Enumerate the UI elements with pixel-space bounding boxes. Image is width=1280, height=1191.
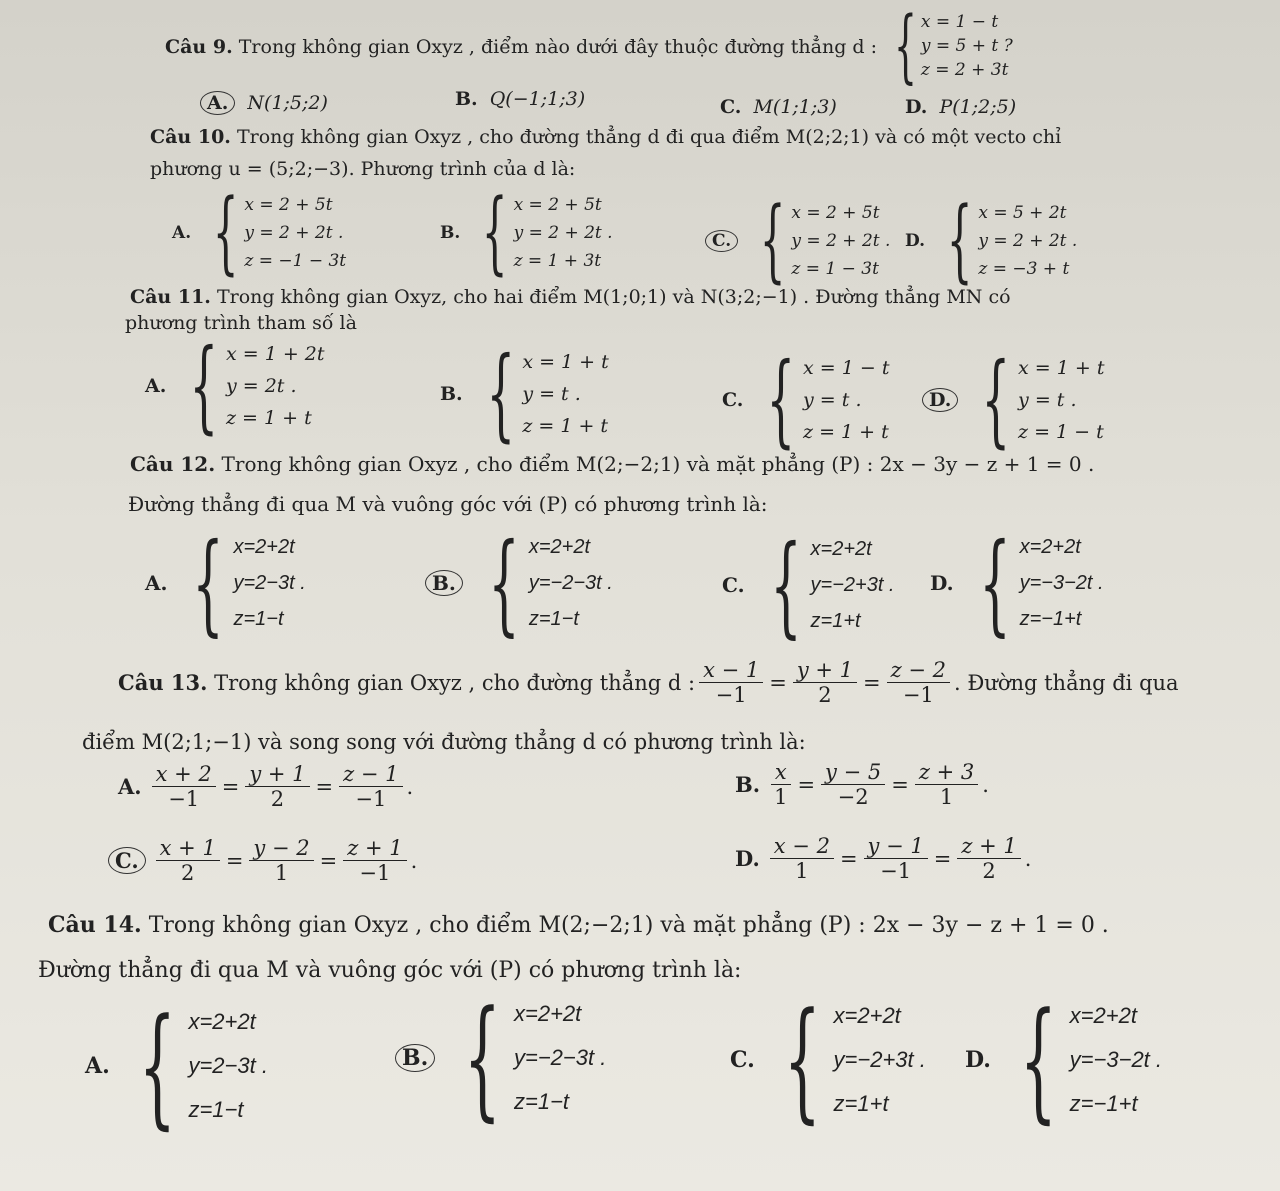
option-letter: B. — [455, 88, 478, 110]
system-row: x = 2 + 5t — [791, 203, 880, 223]
system-row: z=1−t — [528, 608, 579, 630]
q10-option-b[interactable]: B. { x = 2 + 5t y = 2 + 2t . z = 1 + 3t — [440, 180, 613, 285]
option-letter: C. — [730, 1047, 755, 1073]
option-letter: B. — [440, 223, 461, 243]
option-letter: D. — [905, 96, 928, 118]
question-10-stem — [150, 126, 1061, 148]
option-letter: C. — [722, 389, 744, 411]
q14-option-a[interactable]: A. { x=2+2t y=2−3t . z=1−t — [85, 990, 268, 1142]
numerator: y − 1 — [864, 834, 928, 859]
q9-option-b[interactable] — [455, 88, 585, 110]
question-13-stem: Câu 13. Trong không gian Oxyz , cho đường thẳng d : $\frac{x - 1}{-1}$ = $\frac{y + 1}{2}$ = $\frac{z - 2}{-1}$ . Đường thẳng đi qua — [118, 658, 1179, 707]
question-10-line1: Trong không gian Oxyz , cho đường thẳng d đi qua điểm M(2;2;1) và có một vecto chỉ — [236, 126, 1062, 148]
q10-option-d[interactable]: D. { x = 5 + 2t y = 2 + 2t . z = −3 + t — [905, 188, 1078, 293]
numerator: z − 2 — [887, 658, 950, 683]
question-14-line2: Đường thẳng đi qua M và vuông góc với (P) có phương trình là: — [38, 958, 742, 983]
option-letter: D. — [735, 846, 760, 871]
question-11-label: Câu 11. — [130, 286, 211, 308]
question-13-label: Câu 13. — [118, 670, 208, 695]
question-11-line2: phương trình tham số là — [125, 312, 357, 334]
system-row: y = 2t . — [225, 375, 297, 397]
q10-option-a[interactable]: A. { x = 2 + 5t y = 2 + 2t . z = −1 − 3t — [172, 180, 347, 285]
option-letter: B. — [395, 1044, 435, 1072]
numerator: z + 1 — [957, 834, 1020, 859]
system-row: y=−3−2t . — [1069, 1047, 1163, 1072]
option-letter: D. — [965, 1047, 991, 1073]
option-letter: B. — [425, 570, 463, 596]
denominator: −1 — [880, 859, 912, 883]
system-row: z = 1 + t — [522, 415, 609, 437]
system-row: z=1+t — [810, 610, 861, 632]
numerator: x + 1 — [156, 836, 220, 861]
numerator: y − 5 — [821, 760, 885, 785]
denominator: −1 — [359, 861, 391, 885]
system-row: y = 2 + 2t . — [244, 223, 344, 243]
option-letter: A. — [145, 375, 167, 397]
option-letter: B. — [735, 772, 761, 797]
option-letter: B. — [440, 383, 463, 405]
system-row: y=−3−2t . — [1019, 572, 1104, 594]
numerator: x − 2 — [770, 834, 834, 859]
system-row: y = t . — [1018, 389, 1077, 411]
denominator: 2 — [982, 859, 996, 883]
system-row: z = 1 − t — [1018, 421, 1104, 443]
system-row: x = 1 − t — [920, 12, 999, 32]
option-letter: A. — [145, 571, 168, 595]
q14-option-b[interactable]: B. { x=2+2t y=−2−3t . z=1−t — [395, 992, 606, 1124]
question-13-text: Trong không gian Oxyz , cho đường thẳng d : — [214, 670, 696, 695]
q12-option-b[interactable]: B. { x=2+2t y=−2−3t . z=1−t — [425, 528, 613, 638]
question-9-label: Câu 9. — [165, 36, 233, 58]
system-row: x = 1 + 2t — [225, 343, 325, 365]
q11-option-a[interactable]: A. { x = 1 + 2t y = 2t . z = 1 + t — [145, 327, 325, 444]
q11-option-c[interactable]: C. { x = 1 − t y = t . z = 1 + t — [722, 341, 890, 458]
q12-option-a[interactable]: A. { x=2+2t y=2−3t . z=1−t — [145, 519, 306, 647]
system-row: x=2+2t — [188, 1009, 256, 1034]
system-row: z=1+t — [833, 1091, 889, 1116]
numerator: x — [771, 760, 791, 785]
system-row: z = 1 − 3t — [791, 259, 879, 279]
system-row: y = 2 + 2t . — [791, 231, 891, 251]
system-row: y=−2+3t . — [833, 1047, 926, 1072]
denominator: −1 — [715, 683, 747, 707]
numerator: x − 1 — [699, 658, 763, 683]
question-14-stem — [48, 912, 1109, 938]
question-11-line1: Trong không gian Oxyz, cho hai điểm M(1;0;1) và N(3;2;−1) . Đường thẳng MN có — [216, 286, 1011, 308]
question-13-line2: điểm M(2;1;−1) và song song với đường thẳng d có phương trình là: — [82, 730, 806, 754]
q13-option-b[interactable]: B. $\frac{x}{1}$ = $\frac{y - 5}{-2}$ = $\frac{z + 3}{1}$ . — [735, 760, 989, 809]
q11-option-d[interactable]: D. { x = 1 + t y = t . z = 1 − t — [922, 350, 1104, 450]
system-row: x = 2 + 5t — [244, 195, 333, 215]
system-row: z=1−t — [233, 608, 284, 630]
question-9-system: { x = 1 − t y = 5 + t ? z = 2 + 3t — [893, 0, 1013, 92]
fraction — [887, 658, 950, 707]
denominator: 1 — [274, 861, 289, 885]
numerator: y + 1 — [245, 762, 309, 787]
system-row: x=2+2t — [1069, 1003, 1137, 1028]
system-row: x=2+2t — [1019, 536, 1081, 558]
system-row: z = −1 − 3t — [244, 251, 347, 271]
system-row: x = 1 + t — [522, 351, 609, 373]
q12-option-d[interactable]: D. { x=2+2t y=−3−2t . z=−1+t — [930, 519, 1104, 647]
q9-option-d[interactable] — [905, 96, 1016, 118]
fraction — [793, 658, 857, 707]
system-row: z = 1 + t — [225, 407, 312, 429]
option-text: M(1;1;3) — [753, 96, 837, 118]
denominator: −1 — [168, 787, 200, 811]
q13-option-c[interactable]: C. $\frac{x + 1}{2}$ = $\frac{y - 2}{1}$ = $\frac{z + 1}{-1}$ . — [108, 836, 417, 885]
numerator: x + 2 — [152, 762, 216, 787]
system-row: x = 1 + t — [1018, 357, 1105, 379]
denominator: 1 — [795, 859, 809, 883]
system-row: x=2+2t — [513, 1001, 582, 1026]
q13-option-d[interactable]: D. $\frac{x - 2}{1}$ = $\frac{y - 1}{-1}$ = $\frac{z + 1}{2}$ . — [735, 834, 1032, 883]
question-14-label: Câu 14. — [48, 912, 142, 938]
q11-option-b[interactable]: B. { x = 1 + t y = t . z = 1 + t — [440, 335, 609, 452]
question-9-text: Trong không gian Oxyz , điểm nào dưới đây thuộc đường thẳng d : — [238, 36, 878, 58]
denominator: 2 — [270, 787, 285, 811]
question-13-text-b: . Đường thẳng đi qua — [954, 670, 1179, 695]
system-row: y = 2 + 2t . — [513, 223, 613, 243]
denominator: −2 — [837, 785, 869, 809]
option-letter: D. — [930, 571, 954, 595]
system-row: x = 2 + 5t — [513, 195, 602, 215]
numerator: z + 1 — [343, 836, 406, 861]
q14-option-d[interactable]: D. { x=2+2t y=−3−2t . z=−1+t — [965, 984, 1163, 1136]
q12-option-c[interactable]: C. { x=2+2t y=−2+3t . z=1+t — [722, 521, 895, 649]
system-row: z=−1+t — [1069, 1091, 1138, 1116]
system-row: y = 2 + 2t . — [978, 231, 1078, 251]
option-letter: D. — [905, 231, 926, 251]
question-14-line1: Trong không gian Oxyz , cho điểm M(2;−2;1) và mặt phẳng (P) : 2x − 3y − z + 1 = 0 . — [148, 913, 1109, 938]
option-letter: C. — [722, 573, 745, 597]
denominator: 2 — [181, 861, 195, 885]
numerator: y − 2 — [249, 836, 313, 861]
numerator: z − 1 — [339, 762, 402, 787]
option-letter: A. — [172, 223, 192, 243]
system-row: y=−2−3t . — [513, 1045, 607, 1070]
system-row: x=2+2t — [810, 538, 872, 560]
system-row: z = 1 + 3t — [513, 251, 602, 271]
denominator: 1 — [939, 785, 954, 809]
numerator: z + 3 — [915, 760, 978, 785]
system-row: z = 2 + 3t — [920, 60, 1009, 80]
system-row: y=2−3t . — [233, 572, 306, 594]
question-12-line1: Trong không gian Oxyz , cho điểm M(2;−2;1) và mặt phẳng (P) : 2x − 3y − z + 1 = 0 . — [221, 452, 1095, 476]
system-row: z = 1 + t — [803, 421, 889, 443]
option-letter: D. — [922, 388, 958, 412]
system-row: x=2+2t — [528, 536, 591, 558]
question-11-stem — [130, 286, 1011, 308]
option-letter: C. — [720, 96, 742, 118]
system-row: x=2+2t — [833, 1003, 901, 1028]
system-row: z=1−t — [513, 1089, 570, 1114]
system-row: y = 5 + t ? — [920, 36, 1013, 56]
q13-option-a[interactable]: A. $\frac{x + 2}{-1}$ = $\frac{y + 1}{2}$ = $\frac{z - 1}{-1}$ . — [118, 762, 414, 811]
question-12-stem — [130, 452, 1094, 476]
question-12-label: Câu 12. — [130, 452, 216, 476]
option-letter: A. — [118, 774, 142, 799]
denominator: 1 — [774, 785, 788, 809]
numerator: y + 1 — [793, 658, 857, 683]
system-row: y=−2−3t . — [528, 572, 613, 594]
option-text: Q(−1;1;3) — [489, 88, 586, 110]
question-9-stem — [165, 36, 877, 58]
option-text: P(1;2;5) — [939, 96, 1017, 118]
q14-option-c[interactable]: C. { x=2+2t y=−2+3t . z=1+t — [730, 984, 926, 1136]
q10-option-c[interactable]: C. { x = 2 + 5t y = 2 + 2t . z = 1 − 3t — [705, 196, 890, 286]
system-row: y=2−3t . — [188, 1053, 268, 1078]
fraction — [699, 658, 763, 707]
system-row: z=−1+t — [1019, 608, 1082, 630]
denominator: −1 — [902, 683, 934, 707]
option-letter: A. — [85, 1053, 110, 1079]
option-letter: C. — [705, 230, 738, 252]
q9-option-a[interactable] — [200, 92, 328, 114]
question-12-line2: Đường thẳng đi qua M và vuông góc với (P) có phương trình là: — [128, 492, 768, 516]
option-text: N(1;5;2) — [247, 92, 328, 114]
system-row: y=−2+3t . — [810, 574, 895, 596]
system-row: x=2+2t — [233, 536, 295, 558]
system-row: y = t . — [803, 389, 862, 411]
question-10-line2: phương u = (5;2;−3). Phương trình của d là: — [150, 158, 576, 180]
system-row: x = 1 − t — [803, 357, 890, 379]
option-letter: C. — [108, 847, 146, 874]
denominator: −1 — [355, 787, 387, 811]
system-row: z = −3 + t — [978, 259, 1070, 279]
system-row: x = 5 + 2t — [978, 203, 1067, 223]
q9-option-c[interactable] — [720, 96, 837, 118]
system-row: y = t . — [522, 383, 581, 405]
system-row: z=1−t — [188, 1097, 244, 1122]
question-10-label: Câu 10. — [150, 126, 231, 148]
option-letter: A. — [200, 91, 235, 115]
denominator: 2 — [818, 683, 832, 707]
